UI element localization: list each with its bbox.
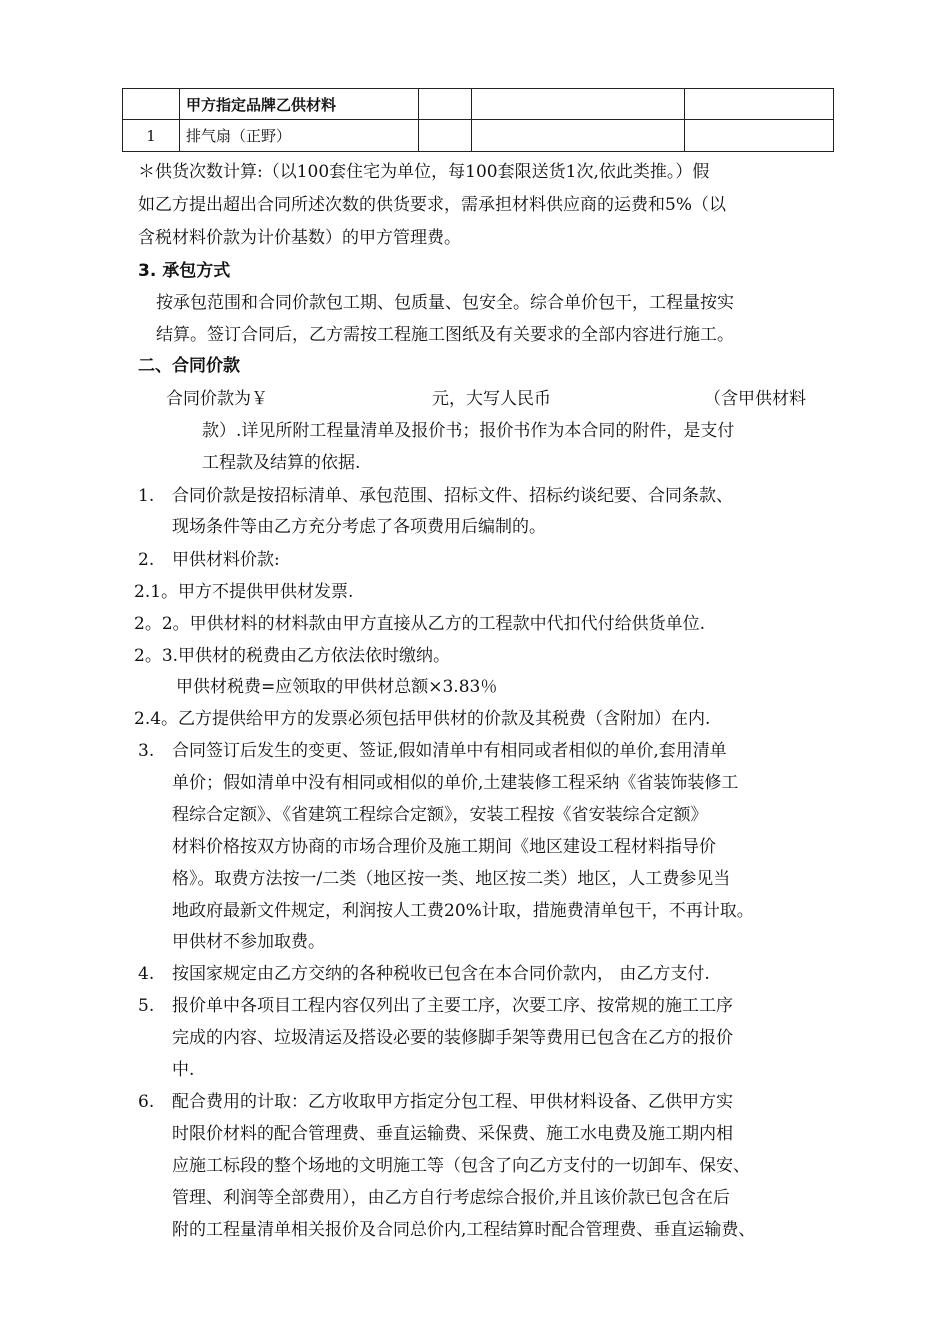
item-line: 合同价款是按招标清单、承包范围、招标文件、招标约谈纪要、合同条款、 [172,486,733,506]
supply-note-line: 如乙方提出超出合同所述次数的供货要求，需承担材料供应商的运费和5%（以 [138,195,726,215]
contract-price-label: 合同价款为￥ [166,389,268,409]
paragraph-line: 结算。签订合同后，乙方需按工程施工图纸及有关要求的全部内容进行施工。 [156,325,734,345]
table-cell-item: 排气扇（正野） [180,120,419,152]
paragraph-line: 按承包范围和合同价款包工期、包质量、包安全。综合单价包干，工程量按实 [156,293,734,313]
brand-materials-table [122,88,834,152]
table-row [123,89,834,120]
item-line: 时限价材料的配合管理费、垂直运输费、采保费、施工水电费及施工期内相 [172,1124,733,1144]
item-line: 配合费用的计取：乙方收取甲方指定分包工程、甲供材料设备、乙供甲方实 [172,1092,733,1112]
table-cell-item: 甲方指定品牌乙供材料 [180,89,419,120]
sub-item-line: 2.1。甲方不提供甲供材发票. [134,582,354,602]
table-cell [419,120,472,152]
sub-item-line: 2.4。乙方提供给甲方的发票必须包括甲供材的价款及其税费（含附加）在内. [134,709,711,729]
supply-note-line: ＊供货次数计算:（以100套住宅为单位，每100套限送货1次,依此类推。）假 [138,162,710,182]
item-line: 中. [172,1060,195,1080]
section-heading: 二、合同价款 [138,356,240,376]
item-line: 合同签订后发生的变更、签证,假如清单中有相同或者相似的单价,套用清单 [172,741,727,761]
supply-note-line: 含税材料价款为计价基数）的甲方管理费。 [138,228,461,248]
item-number: 2. [138,550,155,570]
item-line: 现场条件等由乙方充分考虑了各项费用后编制的。 [172,517,546,537]
item-line: 按国家规定由乙方交纳的各种税收已包含在本合同价款内， 由乙方支付. [172,964,710,984]
table-cell [472,120,685,152]
item-number: 4. [138,964,155,984]
table-cell [472,89,685,120]
table-cell [419,89,472,120]
item-number: 3. [138,741,155,761]
table-cell [685,89,834,120]
item-line: 报价单中各项目工程内容仅列出了主要工序，次要工序、按常规的施工工序 [172,996,733,1016]
item-line: 程综合定额》、《省建筑工程综合定额》，安装工程按《省安装综合定额》 [172,805,708,825]
item-line: 材料价格按双方协商的市场合理价及施工期间《地区建设工程材料指导价 [172,837,716,857]
item-line: 单价；假如清单中没有相同或相似的单价,土建装修工程采纳《省装饰装修工 [172,773,739,793]
item-number: 5. [138,996,155,1016]
item-line: 格》。取费方法按一/二类（地区按一类、地区按二类）地区，人工费参见当 [172,869,731,889]
table-cell [685,120,834,152]
section-heading: 3. 承包方式 [138,261,231,281]
tax-formula: 甲供材税费=应领取的甲供材总额×3.83％ [176,677,498,697]
item-line: 地政府最新文件规定，利润按人工费20%计取，措施费清单包干，不再计取。 [172,901,754,921]
item-line: 应施工标段的整个场地的文明施工等（包含了向乙方支付的一切卸车、保安、 [172,1156,750,1176]
item-line: 甲供材料价款: [172,550,280,570]
table-cell-no [123,89,180,120]
contract-price-note: （含甲供材料 [704,389,806,409]
sub-item-line: 2。3.甲供材的税费由乙方依法依时缴纳。 [134,646,451,666]
item-line: 附的工程量清单相关报价及合同总价内,工程结算时配合管理费、垂直运输费、 [172,1220,756,1240]
item-line: 完成的内容、垃圾清运及搭设必要的装修脚手架等费用已包含在乙方的报价 [172,1028,733,1048]
contract-price-words-label: 元，大写人民币 [432,389,551,409]
table-cell-no: 1 [123,120,180,152]
paragraph-line: 工程款及结算的依据. [202,453,361,473]
sub-item-line: 2。2。甲供材料的材料款由甲方直接从乙方的工程款中代扣代付给供货单位. [134,614,706,634]
paragraph-line: 款）.详见所附工程量清单及报价书；报价书作为本合同的附件，是支付 [202,421,735,441]
item-number: 1. [138,486,155,506]
item-line: 甲供材不参加取费。 [172,932,325,952]
item-number: 6. [138,1092,155,1112]
item-line: 管理、利润等全部费用），由乙方自行考虑综合报价,并且该价款已包含在后 [172,1188,730,1208]
table-row [123,120,834,152]
